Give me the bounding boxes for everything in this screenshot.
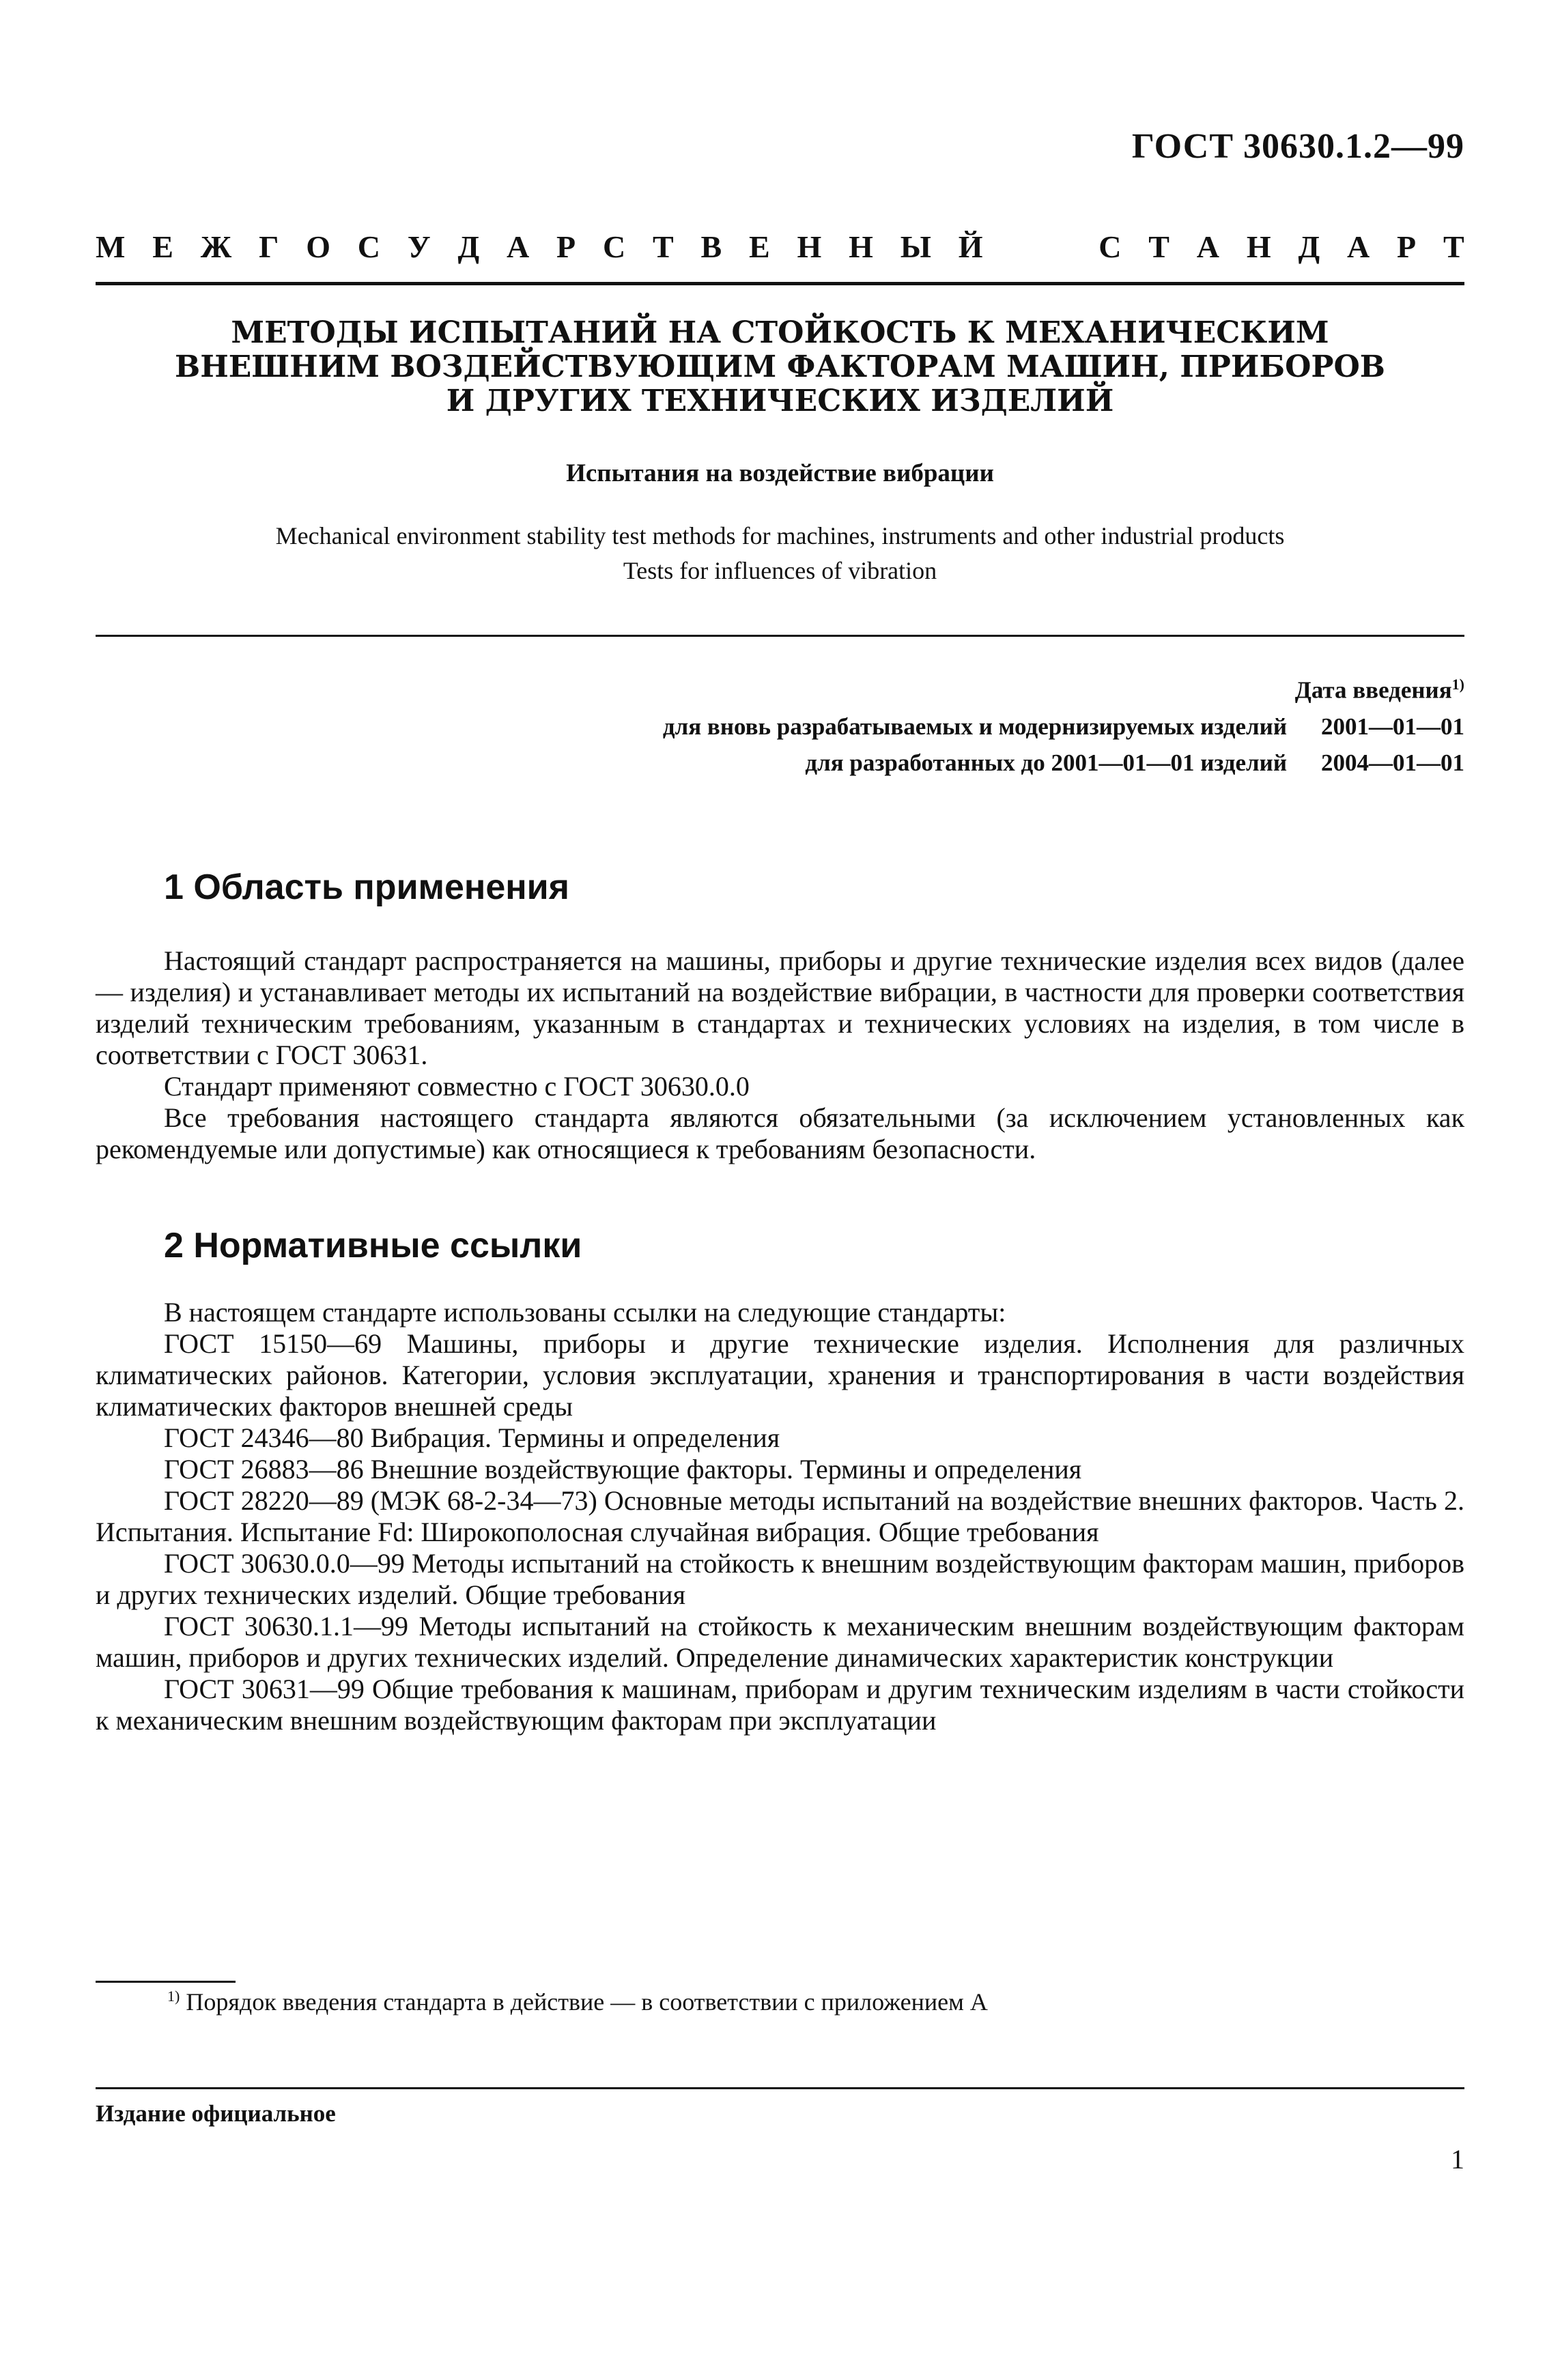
banner-letter: Й	[958, 229, 983, 264]
banner-letter: Н	[797, 229, 822, 264]
page-number: 1	[1451, 2144, 1464, 2175]
introduction-date-label: Дата введения	[1294, 676, 1452, 704]
banner-letter: У	[407, 229, 431, 264]
document-title: МЕТОДЫ ИСПЫТАНИЙ НА СТОЙКОСТЬ К МЕХАНИЧЕСКИМ ВНЕШНИМ ВОЗДЕЙСТВУЮЩИМ ФАКТОРАМ МАШИН, ПРИБОРОВ И ДРУГИХ ТЕХНИЧЕСКИХ ИЗДЕЛИЙ	[175, 315, 1385, 418]
reference-item: ГОСТ 30630.0.0—99 Методы испытаний на стойкость к внешним воздействующим факторам машин, приборов и других технических изделий. Общие требования	[96, 1548, 1464, 1610]
introduction-row-label: для разработанных до 2001—01—01 изделий	[805, 749, 1287, 776]
footnote-marker: 1)	[167, 1988, 180, 2005]
banner-letter: Р	[556, 229, 576, 264]
banner-letter: Н	[849, 229, 873, 264]
introduction-row	[805, 749, 1464, 777]
banner-letter: Е	[152, 229, 173, 264]
paragraph: Стандарт применяют совместно с ГОСТ 30630.0.0	[164, 1071, 750, 1102]
banner-letter: Р	[1397, 229, 1417, 264]
banner-letter: Т	[1443, 229, 1464, 264]
banner-gap	[1010, 229, 1071, 265]
banner-letter: Т	[1148, 229, 1169, 264]
introduction-row-label: для вновь разрабатываемых и модернизируемых изделий	[662, 713, 1287, 740]
document-subtitle: Испытания на воздействие вибрации	[566, 459, 994, 487]
footnote-text: Порядок введения стандарта в действие — в соответствии с приложением А	[186, 1988, 988, 2016]
section-1-body	[96, 945, 1464, 1165]
edition-label: Издание официальное	[96, 2100, 336, 2127]
banner-letter: Д	[457, 229, 480, 264]
introduction-row	[663, 713, 1464, 741]
banner-letter: Д	[1298, 229, 1320, 264]
introduction-row-date: 2001—01—01	[1321, 713, 1464, 740]
banner-letter: М	[96, 229, 126, 264]
banner-letter: А	[1196, 229, 1220, 264]
banner-letter: Г	[259, 229, 279, 264]
banner-letter: С	[357, 229, 381, 264]
paragraph: Настоящий стандарт распространяется на машины, приборы и другие технические изделия всех видов (далее — изделия) и устанавливает методы их испытаний на воздействие вибрации, в частности для проверки соответствия изделий техническим требованиям, указанным в стандартах и технических условиях на изделия, в том числе в соответствии с ГОСТ 30631.	[96, 945, 1464, 1070]
title-rule	[96, 635, 1464, 637]
introduction-date-heading	[1295, 676, 1464, 704]
english-title-line-2: Tests for influences of vibration	[623, 557, 937, 584]
footer-rule	[96, 2087, 1464, 2089]
english-title	[96, 519, 1464, 588]
banner-letter: Т	[653, 229, 674, 264]
banner-letter: С	[602, 229, 626, 264]
english-title-line-1: Mechanical environment stability test methods for machines, instruments and other industrial products	[275, 522, 1285, 549]
paragraph: В настоящем стандарте использованы ссылки на следующие стандарты:	[164, 1297, 1006, 1328]
introduction-row-date: 2004—01—01	[1321, 749, 1464, 776]
footnote-rule	[96, 1981, 236, 1983]
reference-item: ГОСТ 30631—99 Общие требования к машинам, приборам и другим техническим изделиям в части стойкости к механическим внешним воздействующим факторам при эксплуатации	[96, 1674, 1464, 1736]
banner-letter: О	[306, 229, 330, 264]
banner-letter: А	[1346, 229, 1370, 264]
banner-letter: Е	[749, 229, 770, 264]
banner-letter: Ж	[200, 229, 232, 264]
section-2-body	[96, 1297, 1464, 1736]
reference-item: ГОСТ 15150—69 Машины, приборы и другие технические изделия. Исполнения для различных климатических районов. Категории, условия эксплуатации, хранения и транспортирования в части воздействия климатических факторов внешней среды	[96, 1328, 1464, 1422]
paragraph: Все требования настоящего стандарта являются обязательными (за исключением установленных как рекомендуемые или допустимые) как относящиеся к требованиям безопасности.	[96, 1102, 1464, 1164]
banner-letter: В	[700, 229, 722, 264]
footnote-ref: 1)	[1451, 676, 1464, 693]
reference-item: ГОСТ 26883—86 Внешние воздействующие факторы. Термины и определения	[164, 1454, 1082, 1485]
standard-banner	[96, 229, 1464, 265]
banner-letter: Н	[1246, 229, 1271, 264]
document-id: ГОСТ 30630.1.2—99	[1131, 127, 1464, 166]
reference-item: ГОСТ 24346—80 Вибрация. Термины и определения	[164, 1422, 780, 1453]
header-rule	[96, 282, 1464, 285]
footnote	[167, 1988, 988, 2016]
section-1-title: 1 Область применения	[164, 868, 569, 907]
reference-item: ГОСТ 30630.1.1—99 Методы испытаний на стойкость к механическим внешним воздействующим факторам машин, приборов и других технических изделий. Определение динамических характеристик конструкции	[96, 1611, 1464, 1673]
banner-letter: А	[506, 229, 530, 264]
reference-item: ГОСТ 28220—89 (МЭК 68-2-34—73) Основные методы испытаний на воздействие внешних факторов. Часть 2. Испытания. Испытание Fd: Широкополосная случайная вибрация. Общие требования	[96, 1485, 1464, 1547]
banner-letter: С	[1098, 229, 1122, 264]
banner-letter: Ы	[900, 229, 931, 264]
section-2-title: 2 Нормативные ссылки	[164, 1226, 582, 1265]
